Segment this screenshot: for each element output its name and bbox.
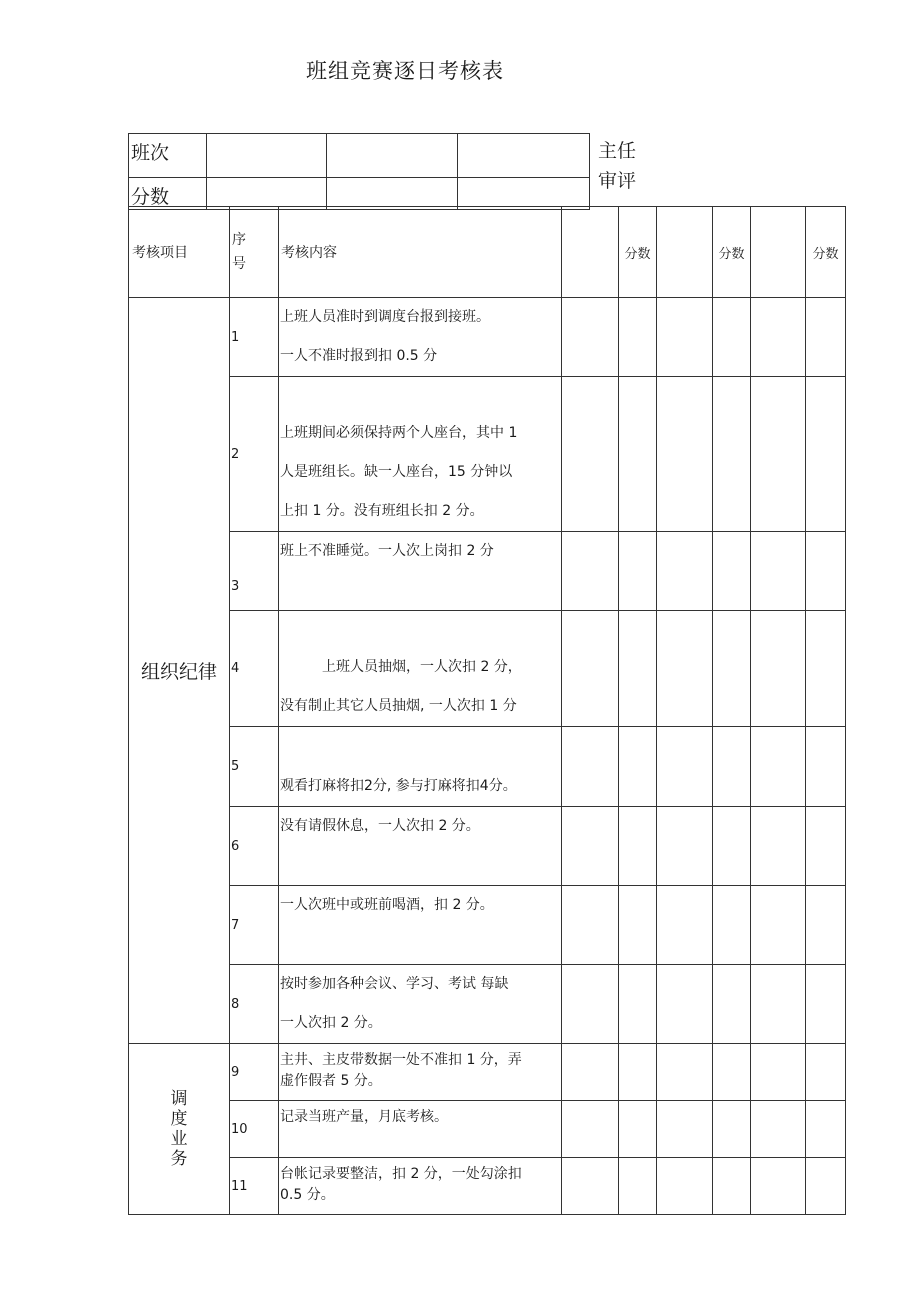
row-number: 3 bbox=[230, 532, 279, 611]
score-cell[interactable] bbox=[751, 965, 806, 1044]
score-cell[interactable] bbox=[619, 377, 657, 532]
score-cell[interactable] bbox=[562, 807, 619, 886]
score-cell[interactable] bbox=[713, 727, 751, 807]
category-dispatch-char: 业 bbox=[170, 1129, 188, 1149]
row-number: 5 bbox=[230, 727, 279, 807]
score-cell[interactable] bbox=[751, 377, 806, 532]
score-cell[interactable] bbox=[562, 886, 619, 965]
shift-cell-2[interactable] bbox=[327, 134, 458, 178]
table-row bbox=[129, 377, 846, 532]
shift-cell-3[interactable] bbox=[458, 134, 590, 178]
row-content-line: 主井、主皮带数据一处不准扣 1 分，弄 bbox=[280, 1052, 522, 1068]
score-label: 分数 bbox=[129, 178, 207, 210]
category-dispatch-char: 务 bbox=[170, 1149, 188, 1169]
score-cell[interactable] bbox=[713, 377, 751, 532]
score-cell[interactable] bbox=[806, 611, 846, 727]
score-cell[interactable] bbox=[619, 1158, 657, 1215]
score-cell[interactable] bbox=[751, 1158, 806, 1215]
score-cell-1[interactable] bbox=[207, 178, 327, 210]
score-cell[interactable] bbox=[619, 807, 657, 886]
score-cell[interactable] bbox=[619, 1044, 657, 1101]
row-content bbox=[279, 1158, 562, 1215]
category-discipline: 组织纪律 bbox=[129, 298, 230, 1044]
table-row bbox=[129, 532, 846, 611]
table-row bbox=[129, 1101, 846, 1158]
row-content-line: 班上不准睡觉。一人次上岗扣 2 分 bbox=[280, 543, 494, 559]
header-seq-line1: 序 bbox=[232, 232, 246, 248]
score-cell[interactable] bbox=[713, 1158, 751, 1215]
assessment-table bbox=[128, 206, 846, 1215]
director-review-line2: 审评 bbox=[598, 170, 637, 192]
row-content bbox=[279, 965, 562, 1044]
score-cell[interactable] bbox=[657, 1101, 713, 1158]
table-row bbox=[129, 1044, 846, 1101]
row-content-line: 没有制止其它人员抽烟, 一人次扣 1 分 bbox=[280, 698, 517, 714]
row-number: 8 bbox=[230, 965, 279, 1044]
score-cell[interactable] bbox=[713, 1101, 751, 1158]
row-content bbox=[279, 298, 562, 377]
header-seq-line2: 号 bbox=[232, 256, 246, 272]
score-cell[interactable] bbox=[751, 727, 806, 807]
category-dispatch bbox=[129, 1044, 230, 1215]
score-cell-3[interactable] bbox=[458, 178, 590, 210]
header-blank-2 bbox=[657, 207, 713, 298]
score-cell-2[interactable] bbox=[327, 178, 458, 210]
row-content-line: 上扣 1 分。没有班组长扣 2 分。 bbox=[280, 503, 484, 519]
score-cell[interactable] bbox=[713, 807, 751, 886]
row-content bbox=[279, 1101, 562, 1158]
shift-cell-1[interactable] bbox=[207, 134, 327, 178]
row-content bbox=[279, 1044, 562, 1101]
row-content bbox=[279, 886, 562, 965]
score-cell[interactable] bbox=[806, 1101, 846, 1158]
table-row bbox=[129, 727, 846, 807]
score-cell[interactable] bbox=[713, 298, 751, 377]
row-number: 6 bbox=[230, 807, 279, 886]
header-seq bbox=[230, 207, 279, 298]
score-cell[interactable] bbox=[806, 1158, 846, 1215]
shift-score-table bbox=[128, 133, 590, 210]
page-title: 班组竞赛逐日考核表 bbox=[306, 59, 504, 83]
row-number: 11 bbox=[230, 1158, 279, 1215]
table-row bbox=[129, 611, 846, 727]
score-cell[interactable] bbox=[806, 377, 846, 532]
score-cell[interactable] bbox=[751, 886, 806, 965]
header-row bbox=[129, 207, 846, 298]
header-blank-3 bbox=[751, 207, 806, 298]
table-row bbox=[129, 298, 846, 377]
score-cell[interactable] bbox=[562, 727, 619, 807]
score-cell[interactable] bbox=[713, 965, 751, 1044]
header-content: 考核内容 bbox=[279, 207, 562, 298]
score-cell[interactable] bbox=[562, 1158, 619, 1215]
score-cell[interactable] bbox=[751, 807, 806, 886]
row-number: 2 bbox=[230, 377, 279, 532]
score-cell[interactable] bbox=[751, 298, 806, 377]
table-row bbox=[129, 965, 846, 1044]
row-content-line: 人是班组长。缺一人座台，15 分钟以 bbox=[280, 464, 513, 480]
score-cell[interactable] bbox=[713, 886, 751, 965]
row-number: 10 bbox=[230, 1101, 279, 1158]
score-cell[interactable] bbox=[751, 611, 806, 727]
score-cell[interactable] bbox=[751, 532, 806, 611]
category-dispatch-char: 度 bbox=[170, 1109, 188, 1129]
score-cell[interactable] bbox=[657, 532, 713, 611]
row-content bbox=[279, 807, 562, 886]
row-content-line: 没有请假休息，一人次扣 2 分。 bbox=[280, 818, 480, 834]
row-number: 4 bbox=[230, 611, 279, 727]
director-review-label bbox=[598, 136, 636, 196]
row-content-line: 上班人员抽烟，一人次扣 2 分， bbox=[322, 659, 522, 675]
score-cell[interactable] bbox=[713, 611, 751, 727]
row-content bbox=[279, 377, 562, 532]
score-cell[interactable] bbox=[657, 377, 713, 532]
score-cell[interactable] bbox=[657, 298, 713, 377]
header-score-3: 分数 bbox=[806, 207, 846, 298]
score-cell[interactable] bbox=[619, 532, 657, 611]
score-cell[interactable] bbox=[619, 886, 657, 965]
row-content-line: 一人次扣 2 分。 bbox=[280, 1015, 382, 1031]
row-content-line: 一人不准时报到扣 0.5 分 bbox=[280, 348, 438, 364]
row-content-line: 上班人员准时到调度台报到接班。 bbox=[280, 309, 490, 325]
category-dispatch-char: 调 bbox=[170, 1089, 188, 1109]
row-content bbox=[279, 611, 562, 727]
row-content-line: 0.5 分。 bbox=[280, 1187, 335, 1203]
score-cell[interactable] bbox=[619, 298, 657, 377]
score-cell[interactable] bbox=[562, 611, 619, 727]
row-content-line: 一人次班中或班前喝酒，扣 2 分。 bbox=[280, 897, 494, 913]
score-cell[interactable] bbox=[657, 727, 713, 807]
score-cell[interactable] bbox=[657, 1044, 713, 1101]
score-cell[interactable] bbox=[657, 965, 713, 1044]
score-cell[interactable] bbox=[751, 1044, 806, 1101]
director-review-line1: 主任 bbox=[598, 140, 637, 162]
score-cell[interactable] bbox=[806, 298, 846, 377]
score-cell[interactable] bbox=[619, 611, 657, 727]
row-number: 9 bbox=[230, 1044, 279, 1101]
row-content bbox=[279, 727, 562, 807]
score-cell[interactable] bbox=[562, 377, 619, 532]
score-cell[interactable] bbox=[619, 965, 657, 1044]
score-cell[interactable] bbox=[806, 886, 846, 965]
score-cell[interactable] bbox=[713, 1044, 751, 1101]
score-cell[interactable] bbox=[806, 1044, 846, 1101]
row-content-line: 按时参加各种会议、学习、考试 每缺 bbox=[280, 976, 509, 992]
row-content-line: 上班期间必须保持两个人座台，其中 1 bbox=[280, 425, 518, 441]
score-cell[interactable] bbox=[806, 965, 846, 1044]
score-cell[interactable] bbox=[619, 1101, 657, 1158]
score-cell[interactable] bbox=[562, 1044, 619, 1101]
row-content-line: 观看打麻将扣2分, 参与打麻将扣4分。 bbox=[280, 778, 517, 794]
header-blank-1 bbox=[562, 207, 619, 298]
score-cell[interactable] bbox=[806, 727, 846, 807]
score-cell[interactable] bbox=[657, 886, 713, 965]
row-number: 7 bbox=[230, 886, 279, 965]
score-cell[interactable] bbox=[562, 532, 619, 611]
score-cell[interactable] bbox=[562, 965, 619, 1044]
score-cell[interactable] bbox=[657, 1158, 713, 1215]
score-cell[interactable] bbox=[806, 807, 846, 886]
table-row bbox=[129, 1158, 846, 1215]
header-score-2: 分数 bbox=[713, 207, 751, 298]
row-content-line: 虚作假者 5 分。 bbox=[280, 1073, 382, 1089]
score-cell[interactable] bbox=[713, 532, 751, 611]
score-cell[interactable] bbox=[562, 298, 619, 377]
row-number: 1 bbox=[230, 298, 279, 377]
row-content-line: 记录当班产量，月底考核。 bbox=[280, 1109, 448, 1125]
score-cell[interactable] bbox=[657, 807, 713, 886]
row-content-line: 台帐记录要整洁，扣 2 分，一处勾涂扣 bbox=[280, 1166, 522, 1182]
header-score-1: 分数 bbox=[619, 207, 657, 298]
score-cell[interactable] bbox=[751, 1101, 806, 1158]
table-row bbox=[129, 886, 846, 965]
table-row bbox=[129, 807, 846, 886]
score-cell[interactable] bbox=[562, 1101, 619, 1158]
score-cell[interactable] bbox=[806, 532, 846, 611]
row-content bbox=[279, 532, 562, 611]
header-category: 考核项目 bbox=[129, 207, 230, 298]
shift-label: 班次 bbox=[129, 134, 207, 178]
score-cell[interactable] bbox=[657, 611, 713, 727]
score-cell[interactable] bbox=[619, 727, 657, 807]
